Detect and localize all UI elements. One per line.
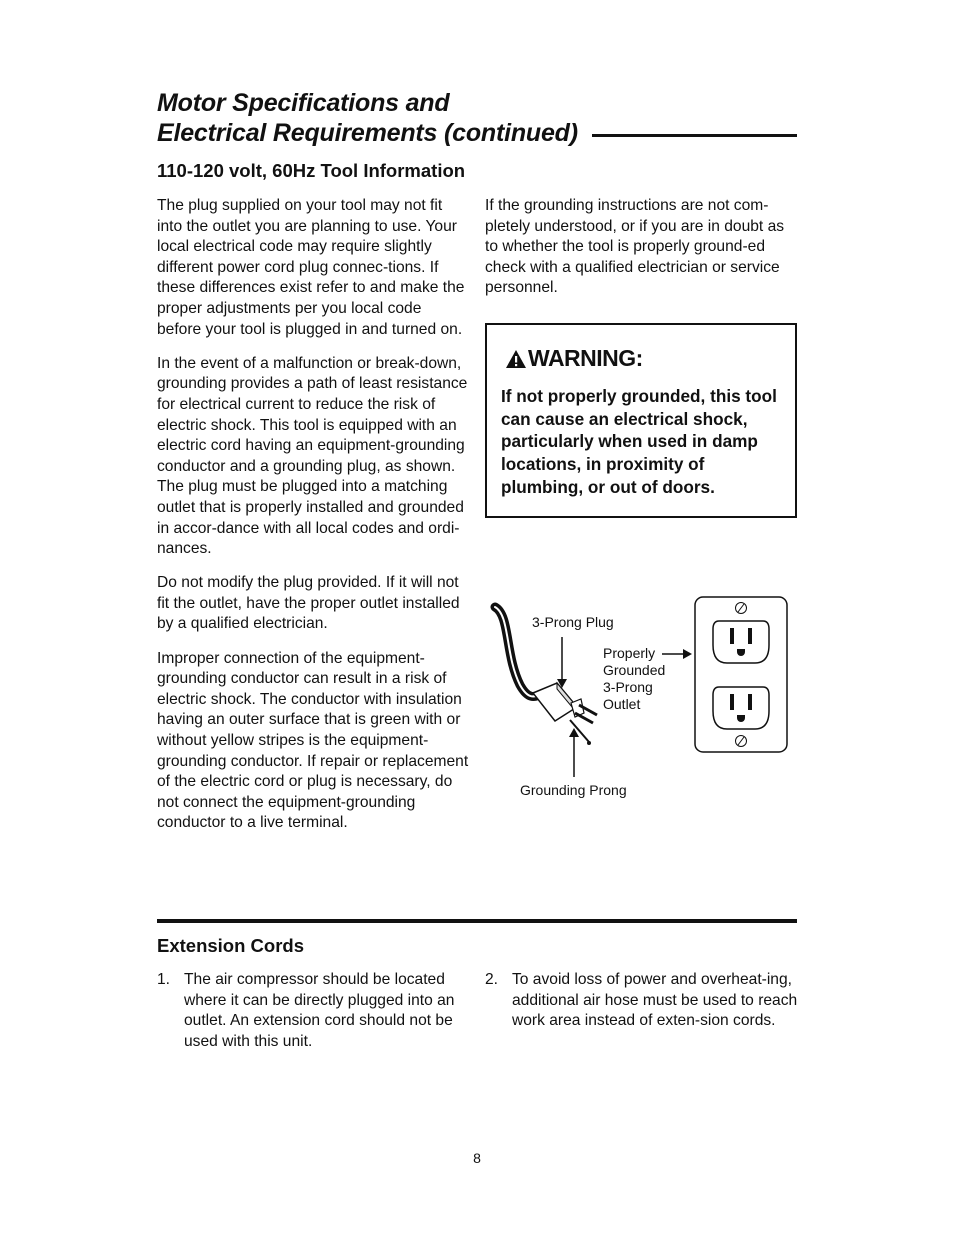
title-rule <box>592 134 797 137</box>
warning-triangle-icon <box>505 349 527 369</box>
tool-info-heading: 110-120 volt, 60Hz Tool Information <box>157 160 466 181</box>
warning-text: If not properly grounded, this tool can cause an electrical shock, particularly when used in damp locations, in proximity of plumbing, or out of doors. <box>501 386 777 497</box>
extension-cords-heading: Extension Cords <box>157 935 304 956</box>
plug-label: 3-Prong Plug <box>532 614 614 630</box>
title-line-1: Motor Specifications and <box>157 89 450 117</box>
section-divider <box>157 919 797 923</box>
warning-title <box>505 345 643 372</box>
left-column <box>157 196 469 848</box>
paragraph: Do not modify the plug provided. If it will not fit the outlet, have the proper outlet installed by a qualified electrician. <box>157 574 460 633</box>
paragraph: In the event of a malfunction or break-down, grounding provides a path of least resistance for electrical current to reduce the risk of electric shock. This tool is equipped with an electric cord having an equipment-grounding conductor and a grounding plug, as shown. The plug must be plugged into a matching outlet that is properly installed and grounded in accor-dance with all local codes and ordi-nances. <box>157 354 468 558</box>
list-item <box>485 970 797 1060</box>
paragraph: Improper connection of the equipment-grounding conductor can result in a risk of electric shock. The conductor with insulation having an outer surface that is green with or without yellow stripes is the equipment-grounding conductor. If repair or replacement of the electric cord or plug is necessary, do not connect the equipment-grounding conductor to a live terminal. <box>157 649 469 832</box>
list-text: To avoid loss of power and overheat-ing, additional air hose must be used to reach work area instead of exten-sion cords. <box>512 971 798 1030</box>
list-item <box>157 970 469 1060</box>
list-number: 2. <box>485 971 499 988</box>
plug-outlet-diagram <box>485 595 797 805</box>
right-column <box>485 196 797 313</box>
paragraph: The plug supplied on your tool may not fit into the outlet you are planning to use. Your local electrical code may require slightly different power cord plug connec-tions. If these differences exist refer to and make the proper adjustments per you local code before your tool is plugged in and turned on. <box>157 197 465 338</box>
prong-label: Grounding Prong <box>520 782 627 798</box>
outlet-label: Properly Grounded 3-Prong Outlet <box>603 645 666 712</box>
warning-title-text: WARNING: <box>528 345 643 371</box>
title-line-2: Electrical Requirements (continued) <box>157 119 578 147</box>
warning-box <box>485 323 797 518</box>
page-title <box>157 88 797 148</box>
page-number: 8 <box>473 1150 481 1166</box>
three-prong-plug-icon <box>533 683 597 745</box>
outlet-icon <box>695 597 787 752</box>
list-number: 1. <box>157 971 171 988</box>
paragraph: If the grounding instructions are not com-pletely understood, or if you are in doubt as to whether the tool is properly ground-ed check with a qualified electrician or service personnel. <box>485 197 785 297</box>
list-text: The air compressor should be located where it can be directly plugged into an outlet. An extension cord should not be used with this unit. <box>184 971 455 1050</box>
